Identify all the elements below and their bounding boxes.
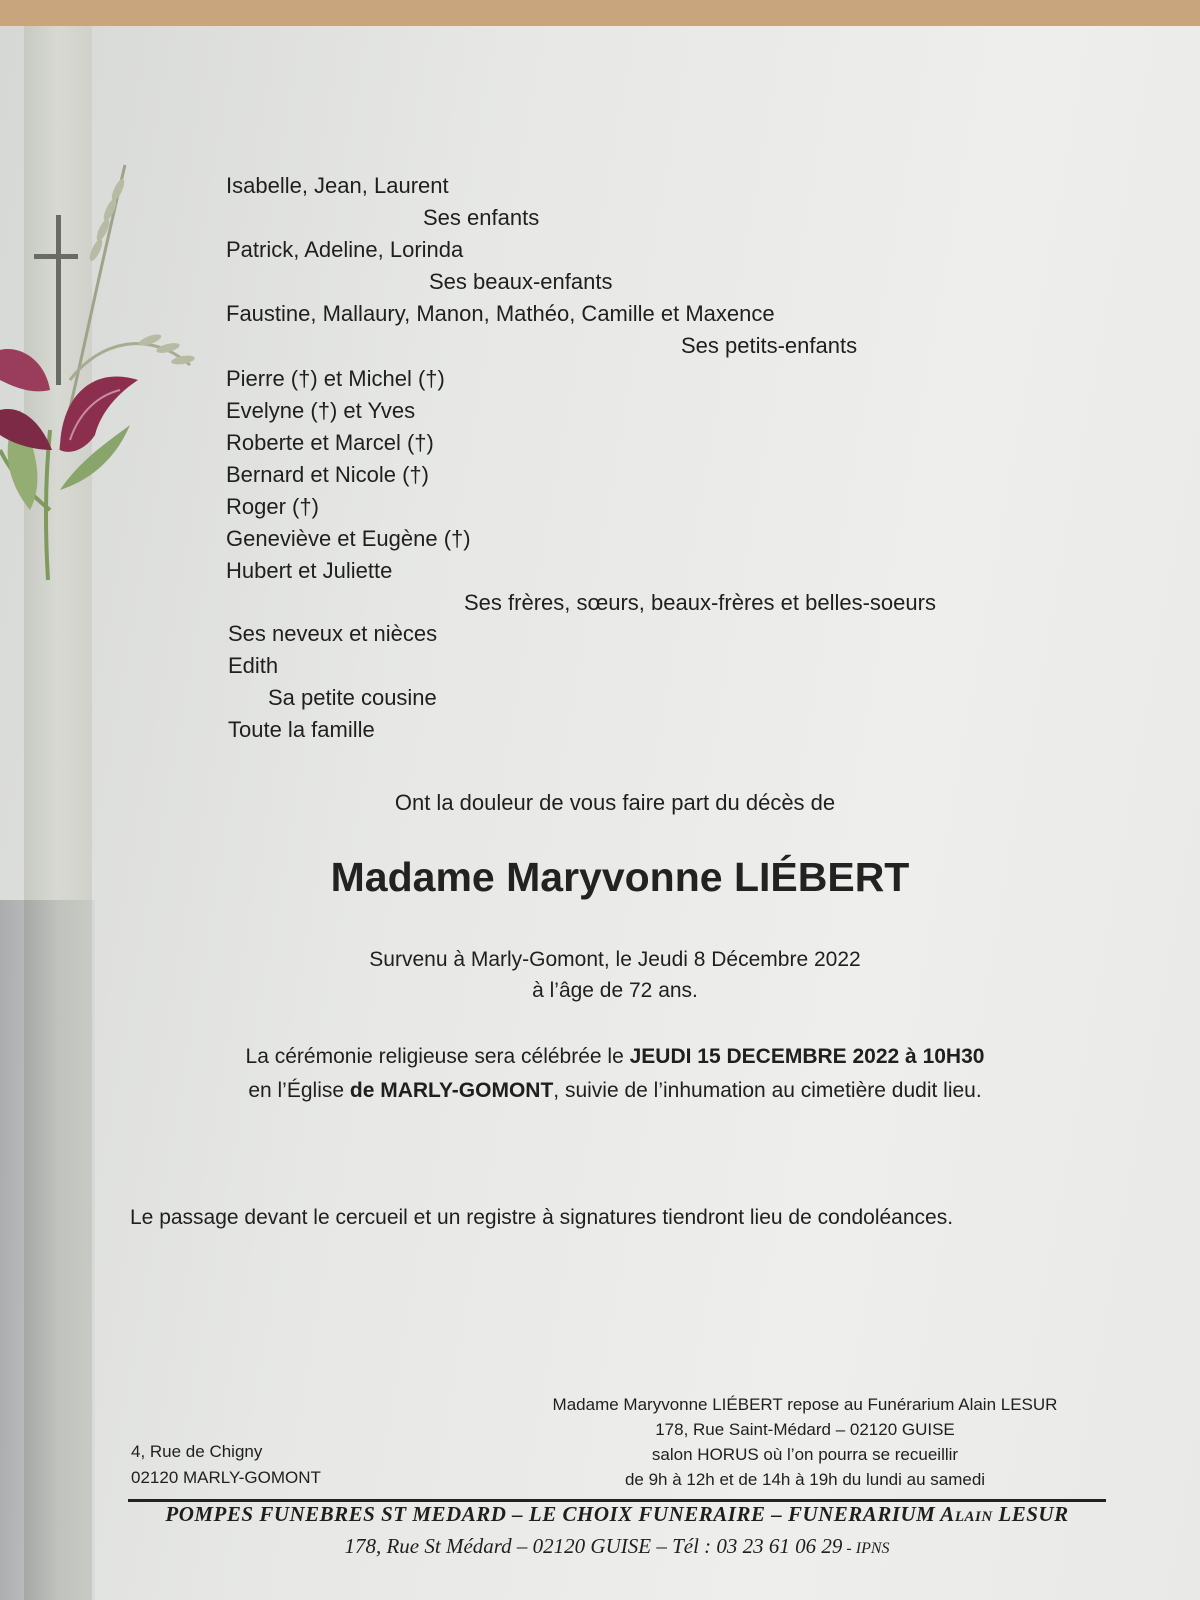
ceremony-text: La cérémonie religieuse sera célébrée le [245, 1045, 630, 1068]
floral-decoration [0, 150, 200, 590]
ceremony-text: en l’Église [248, 1079, 350, 1102]
address-city: 02120 MARLY-GOMONT [131, 1468, 321, 1487]
family-line: Patrick, Adeline, Lorinda [226, 237, 464, 262]
rest-line: salon HORUS où l’on pourra se recueillir [651, 1445, 959, 1464]
family-line: Geneviève et Eugène (†) [226, 526, 471, 551]
family-line: Toute la famille [228, 717, 375, 742]
family-line: Isabelle, Jean, Laurent [226, 173, 449, 198]
rest-info [505, 1392, 1105, 1492]
death-line-1: Survenu à Marly-Gomont, le Jeudi 8 Décembre 2022 [369, 948, 861, 971]
death-line-2: à l’âge de 72 ans. [532, 979, 698, 1002]
footer-contact [128, 1534, 1106, 1559]
family-relation: Ses frères, sœurs, beaux-frères et belles-soeurs [464, 590, 936, 615]
footer-ipns: - IPNS [842, 1540, 890, 1557]
address-street: 4, Rue de Chigny [131, 1442, 263, 1461]
ceremony-line-1 [0, 1045, 1200, 1069]
footer-contact-text: 178, Rue St Médard – 02120 GUISE – Tél : 03 23 61 06 29 [344, 1534, 843, 1558]
ceremony-line-2 [0, 1079, 1200, 1103]
condolences-note: Le passage devant le cercueil et un registre à signatures tiendront lieu de condoléances. [130, 1206, 954, 1229]
rest-line: de 9h à 12h et de 14h à 19h du lundi au samedi [624, 1470, 986, 1489]
footer-company: POMPES FUNEBRES ST MEDARD – LE CHOIX FUNERAIRE – FUNERARIUM Alain LESUR [165, 1502, 1069, 1526]
family-relation: Ses enfants [423, 205, 540, 230]
shadow [0, 900, 95, 1600]
rest-line: 178, Rue Saint-Médard – 02120 GUISE [655, 1420, 955, 1439]
family-line: Roger (†) [226, 494, 319, 519]
family-line: Faustine, Mallaury, Manon, Mathéo, Camille et Maxence [226, 301, 775, 326]
lily-flower-icon [0, 349, 138, 580]
cross-icon [34, 215, 78, 385]
family-line: Edith [228, 653, 279, 678]
family-line: Evelyne (†) et Yves [226, 398, 416, 423]
ceremony-text: , suivie de l’inhumation au cimetière dudit lieu. [553, 1079, 982, 1102]
family-line: Bernard et Nicole (†) [226, 462, 429, 487]
family-line: Hubert et Juliette [226, 558, 393, 583]
family-relation: Ses beaux-enfants [429, 269, 613, 294]
ceremony-date: JEUDI 15 DECEMBRE 2022 à 10H30 [629, 1045, 985, 1068]
family-line: Roberte et Marcel (†) [226, 430, 434, 455]
rest-line: Madame Maryvonne LIÉBERT repose au Funérarium Alain LESUR [552, 1395, 1058, 1414]
family-line: Pierre (†) et Michel (†) [226, 366, 445, 391]
ceremony-place: de MARLY-GOMONT [349, 1079, 554, 1102]
deceased-name: Madame Maryvonne LIÉBERT [330, 854, 910, 900]
family-line: Ses neveux et nièces [228, 621, 438, 646]
family-relation: Sa petite cousine [268, 685, 437, 710]
announcement: Ont la douleur de vous faire part du décès de [394, 790, 836, 815]
family-relation: Ses petits-enfants [681, 333, 858, 358]
